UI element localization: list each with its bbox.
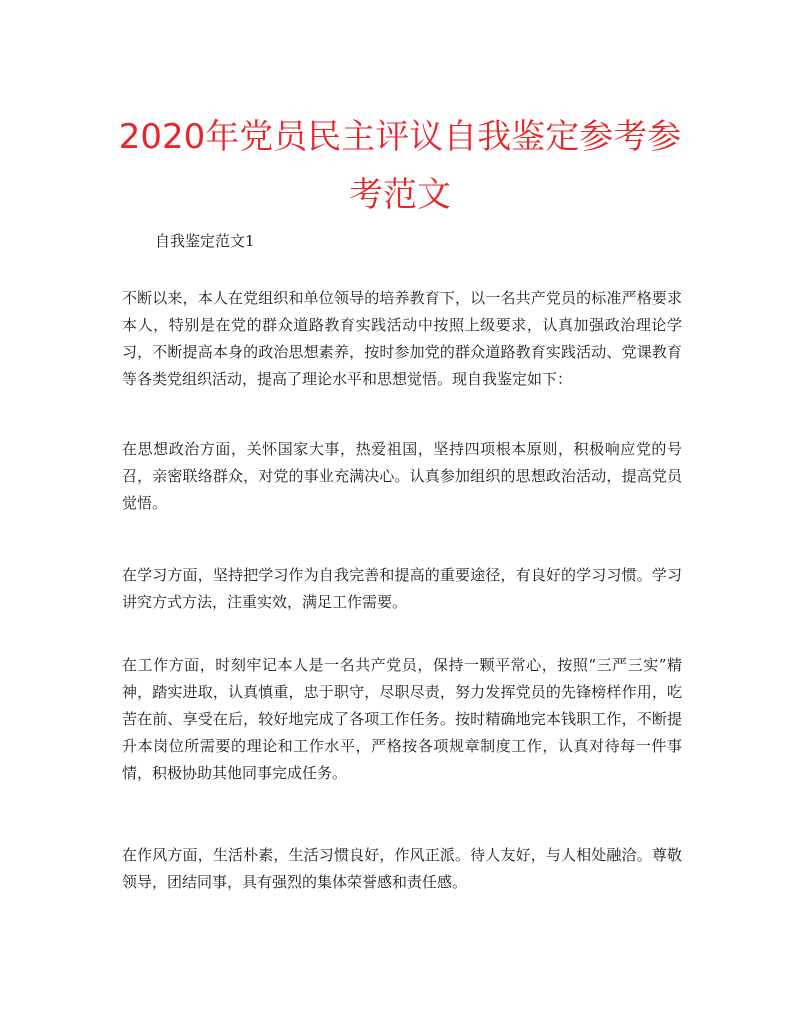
paragraph-intro: 不断以来，本人在党组织和单位领导的培养教育下，以一名共产党员的标准严格要求本人，特别是在党的群众道路教育实践活动中按照上级要求，认真加强政治理论学习，不断提高本身的政治思想素养，按时参加党的群众道路教育实践活动、党课教育等各类党组织活动，提高了理论水平和思想觉悟。现自我鉴定如下： [122, 289, 682, 388]
paragraph-study: 在学习方面，坚持把学习作为自我完善和提高的重要途径，有良好的学习习惯。学习讲究方式方法，注重实效，满足工作需要。 [122, 566, 682, 611]
paragraph-political: 在思想政治方面，关怀国家大事，热爱祖国，坚持四项根本原则，积极响应党的号召，亲密联络群众，对党的事业充满决心。认真参加组织的思想政治活动，提高党员觉悟。 [122, 440, 682, 512]
paragraph-style: 在作风方面，生活朴素，生活习惯良好，作风正派。待人友好，与人相处融洽。尊敬领导，团结同事，具有强烈的集体荣誉感和责任感。 [122, 846, 682, 891]
document-title: 2020年党员民主评议自我鉴定参考参考范文 [118, 117, 682, 215]
document-subtitle: 自我鉴定范文1 [155, 232, 255, 250]
paragraph-work: 在工作方面，时刻牢记本人是一名共产党员，保持一颗平常心，按照“三严三实”精神，踏实进取，认真慎重，忠于职守，尽职尽责，努力发挥党员的先锋榜样作用，吃苦在前、享受在后，较好地完成了各项工作任务。按时精确地完本钱职工作，不断提升本岗位所需要的理论和工作水平，严格按各项规章制度工作，认真对待每一件事情，积极协助其他同事完成任务。 [122, 656, 682, 782]
